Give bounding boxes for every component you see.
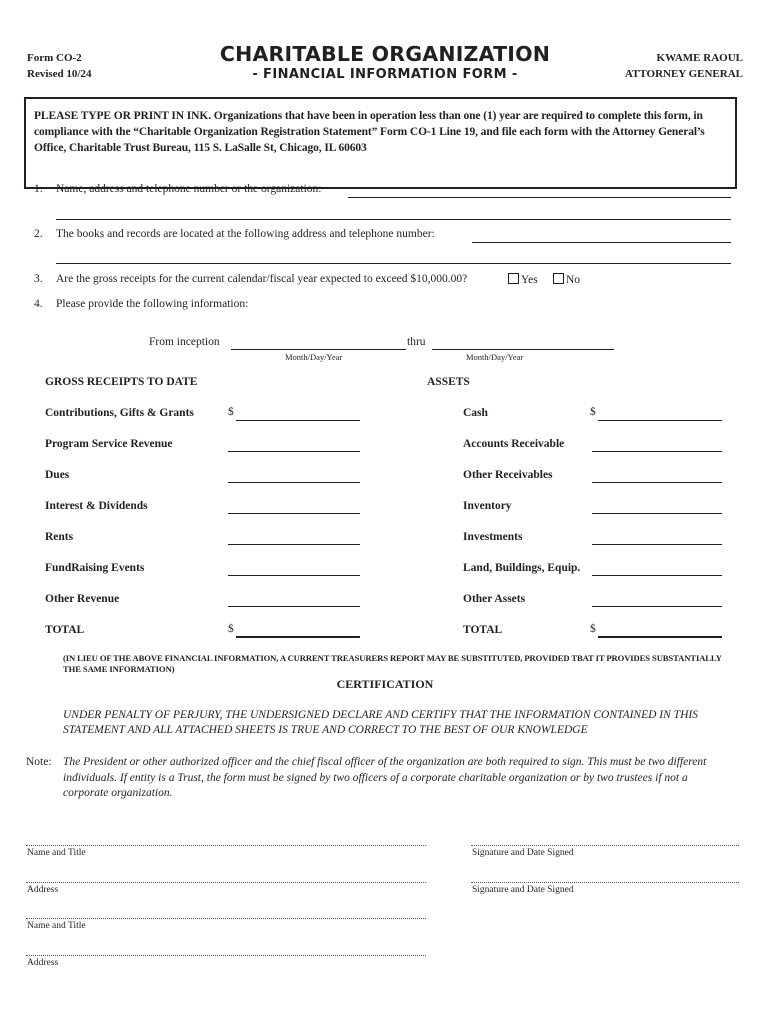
no-option[interactable] [553, 273, 580, 286]
yes-checkbox[interactable] [508, 273, 519, 284]
receipt-dollar-sign: $ [228, 406, 234, 418]
thru-date-hint: Month/Day/Year [466, 352, 524, 362]
receipt-amount-field[interactable] [236, 420, 360, 421]
receipt-row-label: Rents [45, 531, 74, 543]
receipt-row-label: FundRaising Events [45, 562, 145, 574]
receipt-dollar-sign: $ [228, 623, 234, 635]
name-title-label: Name and Title [27, 921, 86, 931]
no-checkbox[interactable] [553, 273, 564, 284]
thru-label: thru [407, 336, 426, 348]
from-inception-label: From inception [149, 336, 220, 348]
question-1-number: 1. [34, 183, 43, 195]
name-title-signature-line[interactable] [26, 845, 426, 846]
receipt-amount-field[interactable] [228, 513, 360, 514]
asset-row-label: Inventory [463, 500, 512, 512]
certification-note: The President or other authorized officer and the chief fiscal officer of the organization are both required to sign. This must be two different individuals. If entity is a Trust, the form must be signed by two officers of a corporate charitable organization or by two trustees if not a corporate organization. [63, 756, 707, 799]
asset-amount-field[interactable] [592, 482, 722, 483]
assets-heading: ASSETS [427, 376, 470, 388]
from-date-hint: Month/Day/Year [285, 352, 343, 362]
asset-amount-field[interactable] [592, 606, 722, 607]
asset-row-label: Cash [463, 407, 488, 419]
certification-statement: UNDER PENALTY OF PERJURY, THE UNDERSIGNED DECLARE AND CERTIFY THAT THE INFORMATION CONTAINED IN THIS STATEMENT AND ALL ATTACHED SHEETS IS TRUE AND CORRECT TO THE BEST OF OUR KNOWLEDGE [63, 709, 698, 736]
from-date-field[interactable] [231, 349, 406, 350]
address-label: Address [27, 958, 59, 968]
assets-total-field[interactable] [598, 636, 722, 638]
instructions-text: PLEASE TYPE OR PRINT IN INK. Organizations that have been in operation less than one (1) year are required to complete this form, in compliance with the “Charitable Organization Registration Statement” Form CO-1 Line 19, and file each form with the Attorney General’s Office, Charitable Trust Bureau, 115 S. LaSalle St, Chicago, IL 60603 [34, 110, 705, 154]
asset-row-label: Accounts Receivable [463, 438, 565, 450]
receipt-amount-field[interactable] [228, 544, 360, 545]
receipt-row-label: Program Service Revenue [45, 438, 173, 450]
address-signature-line[interactable] [26, 882, 426, 883]
question-2-text: The books and records are located at the following address and telephone number: [56, 228, 435, 240]
receipts-total-label: TOTAL [45, 624, 85, 636]
receipt-amount-field[interactable] [228, 451, 360, 452]
page-subtitle: - FINANCIAL INFORMATION FORM - [252, 67, 518, 82]
receipts-total-field[interactable] [236, 636, 360, 638]
receipt-amount-field[interactable] [228, 482, 360, 483]
receipt-amount-field[interactable] [228, 606, 360, 607]
receipt-row-label: Dues [45, 469, 70, 481]
receipt-amount-field[interactable] [228, 575, 360, 576]
revised-date: Revised 10/24 [27, 68, 92, 80]
official-name: KWAME RAOUL [656, 52, 743, 64]
name-title-signature-line[interactable] [26, 918, 426, 919]
signature-date-label: Signature and Date Signed [472, 885, 574, 895]
instructions-box [24, 97, 737, 189]
receipt-row-label: Contributions, Gifts & Grants [45, 407, 194, 419]
asset-row-label: Other Receivables [463, 469, 553, 481]
yes-option[interactable] [508, 273, 538, 286]
question-4-number: 4. [34, 298, 43, 310]
signature-date-line[interactable] [471, 882, 739, 883]
question-3-number: 3. [34, 273, 43, 285]
signature-date-label: Signature and Date Signed [472, 848, 574, 858]
lieu-note: (IN LIEU OF THE ABOVE FINANCIAL INFORMATION, A CURRENT TREASURERS REPORT MAY BE SUBSTITUTED, PROVIDED TBAT IT PROVIDES SUBSTANTIALLY THE SAME INFORMATION) [63, 653, 722, 674]
asset-dollar-sign: $ [590, 623, 596, 635]
asset-amount-field[interactable] [592, 451, 722, 452]
asset-amount-field[interactable] [592, 544, 722, 545]
address-label: Address [27, 885, 59, 895]
question-4-text: Please provide the following information: [56, 298, 249, 310]
asset-row-label: Investments [463, 531, 523, 543]
org-name-field[interactable] [348, 197, 731, 198]
question-1-text: Name, address and telephone number or the organization: [56, 183, 322, 195]
org-name-field-line-2[interactable] [56, 219, 731, 220]
asset-amount-field[interactable] [592, 513, 722, 514]
asset-amount-field[interactable] [598, 420, 722, 421]
no-label: No [566, 274, 581, 286]
yes-label: Yes [521, 274, 538, 286]
signature-date-line[interactable] [471, 845, 739, 846]
asset-row-label: Land, Buildings, Equip. [463, 562, 581, 574]
receipt-row-label: Other Revenue [45, 593, 120, 605]
page-title: CHARITABLE ORGANIZATION [219, 42, 551, 66]
certification-heading: CERTIFICATION [336, 677, 434, 691]
assets-total-label: TOTAL [463, 624, 503, 636]
note-label: Note: [26, 756, 52, 768]
gross-receipts-heading: GROSS RECEIPTS TO DATE [45, 376, 198, 388]
thru-date-field[interactable] [432, 349, 614, 350]
books-location-field[interactable] [472, 242, 731, 243]
question-3-text: Are the gross receipts for the current calendar/fiscal year expected to exceed $10,000.00? [56, 273, 468, 285]
address-signature-line[interactable] [26, 955, 426, 956]
official-title: ATTORNEY GENERAL [624, 68, 743, 80]
question-2-number: 2. [34, 228, 43, 240]
asset-row-label: Other Assets [463, 593, 526, 605]
form-id: Form CO-2 [27, 52, 82, 64]
asset-dollar-sign: $ [590, 406, 596, 418]
asset-amount-field[interactable] [592, 575, 722, 576]
receipt-row-label: Interest & Dividends [45, 500, 148, 512]
books-location-field-line-2[interactable] [56, 263, 731, 264]
name-title-label: Name and Title [27, 848, 86, 858]
